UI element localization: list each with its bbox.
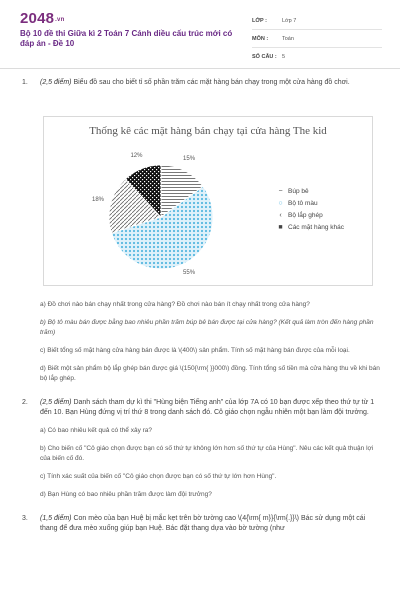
legend-marker: ■ — [278, 223, 283, 231]
q1-part-c: c) Biết tổng số mặt hàng cửa hàng bán được là \(400\) sản phẩm. Tính số mặt hàng bán được của mỗi loại. — [40, 347, 350, 354]
site-logo[interactable] — [20, 10, 64, 27]
q1-part-b: b) Bộ tô màu bán được bằng bao nhiêu phần trăm búp bê bán được tại cửa hàng? (Kết quả làm tròn đến hàng phần trăm) — [40, 319, 374, 336]
question-1 — [20, 78, 382, 88]
q2-part-d: d) Bạn Hùng có bao nhiêu phần trăm được làm đội trưởng? — [40, 491, 212, 498]
q1-part-a: a) Đồ chơi nào bán chạy nhất trong cửa hàng? Đồ chơi nào bán ít chạy nhất trong cửa hàng? — [40, 301, 310, 308]
q2-part-a: a) Có bao nhiêu kết quả có thể xảy ra? — [40, 427, 153, 434]
question-text: Biểu đồ sau cho biết tỉ số phần trăm các mặt hàng bán chạy trong một cửa hàng đồ chơi. — [71, 79, 350, 86]
legend-item — [276, 197, 344, 209]
logo-main: 2048 — [20, 10, 55, 27]
meta-row-subject — [252, 30, 382, 48]
legend-marker: − — [278, 187, 283, 195]
pie-data-label: 15% — [183, 155, 196, 162]
question-3 — [20, 514, 382, 534]
meta-value: Lớp 7 — [282, 17, 297, 24]
question-points: (2,5 điểm) — [40, 79, 72, 86]
chart-legend — [276, 185, 344, 233]
legend-item — [276, 185, 344, 197]
question-text: Con mèo của bạn Huệ bị mắc kẹt trên bờ tường cao \(4{\rm{ m}}{\rm{.}}\) Bác sử dụng một cái thang để đưa mèo xuống giúp bạn Huệ. Bác đặt thang dựa vào bờ tường (như — [40, 515, 366, 532]
meta-row-count — [252, 48, 382, 65]
logo-sub: .vn — [55, 17, 65, 23]
question-2 — [20, 398, 382, 418]
meta-key: MÔN : — [252, 35, 269, 42]
legend-label: Bộ lắp ghép — [288, 211, 323, 219]
chart-title: Thống kê các mặt hàng bán chạy tại cửa hàng The kid — [89, 125, 327, 137]
pie-chart-frame — [43, 116, 373, 286]
legend-label: Các mặt hàng khác — [288, 223, 345, 231]
legend-label: Búp bê — [288, 187, 309, 195]
meta-key: LỚP : — [252, 17, 267, 24]
meta-key: SỐ CÂU : — [252, 53, 277, 60]
question-number: 1. — [22, 79, 28, 86]
legend-marker: ‹ — [279, 211, 282, 219]
page-header — [0, 0, 400, 69]
question-points: (1,5 điểm) — [40, 515, 72, 522]
meta-value: Toán — [282, 35, 294, 42]
document-title: Bộ 10 đề thi Giữa kì 2 Toán 7 Cánh diều cấu trúc mới có đáp án - Đề 10 — [20, 29, 233, 48]
legend-label: Bộ tô màu — [288, 199, 318, 207]
q2-part-b: b) Cho biến cố "Cô giáo chọn được bạn có số thứ tự không lớn hơn số thứ tự của Hùng". Nêu các kết quả thuận lợi của biến cố đó. — [40, 445, 374, 462]
legend-marker: ○ — [278, 199, 283, 207]
pie-data-label: 55% — [183, 270, 196, 277]
pie-data-label: 18% — [92, 197, 105, 204]
legend-item — [276, 209, 344, 221]
pie-data-label: 12% — [130, 153, 143, 160]
q2-part-c: c) Tính xác suất của biến cố "Cô giáo chọn được bạn có số thứ tự lớn hơn Hùng". — [40, 473, 277, 480]
q1-part-d: d) Biết một sản phẩm bộ lắp ghép bán được giá \(150{\rm{ }}000\) đồng. Tính tổng số tiền mà cửa hàng thu về khi bán bộ lắp ghép. — [40, 365, 380, 382]
legend-item — [276, 221, 344, 233]
question-number: 2. — [22, 399, 28, 406]
meta-value: 5 — [282, 53, 286, 60]
meta-table — [252, 12, 382, 65]
question-number: 3. — [22, 515, 28, 522]
question-text: Danh sách tham dự kì thi "Hùng biện Tiếng anh" của lớp 7A có 10 bạn được xếp theo thứ tự từ 1 đến 10. Bạn Hùng đứng vị trí thứ 8 trong danh sách đó. Cô giáo chọn ngẫu nhiên một bạn làm đội trưởng. — [40, 399, 375, 416]
meta-row-class — [252, 12, 382, 30]
question-points: (2,5 điểm) — [40, 399, 72, 406]
